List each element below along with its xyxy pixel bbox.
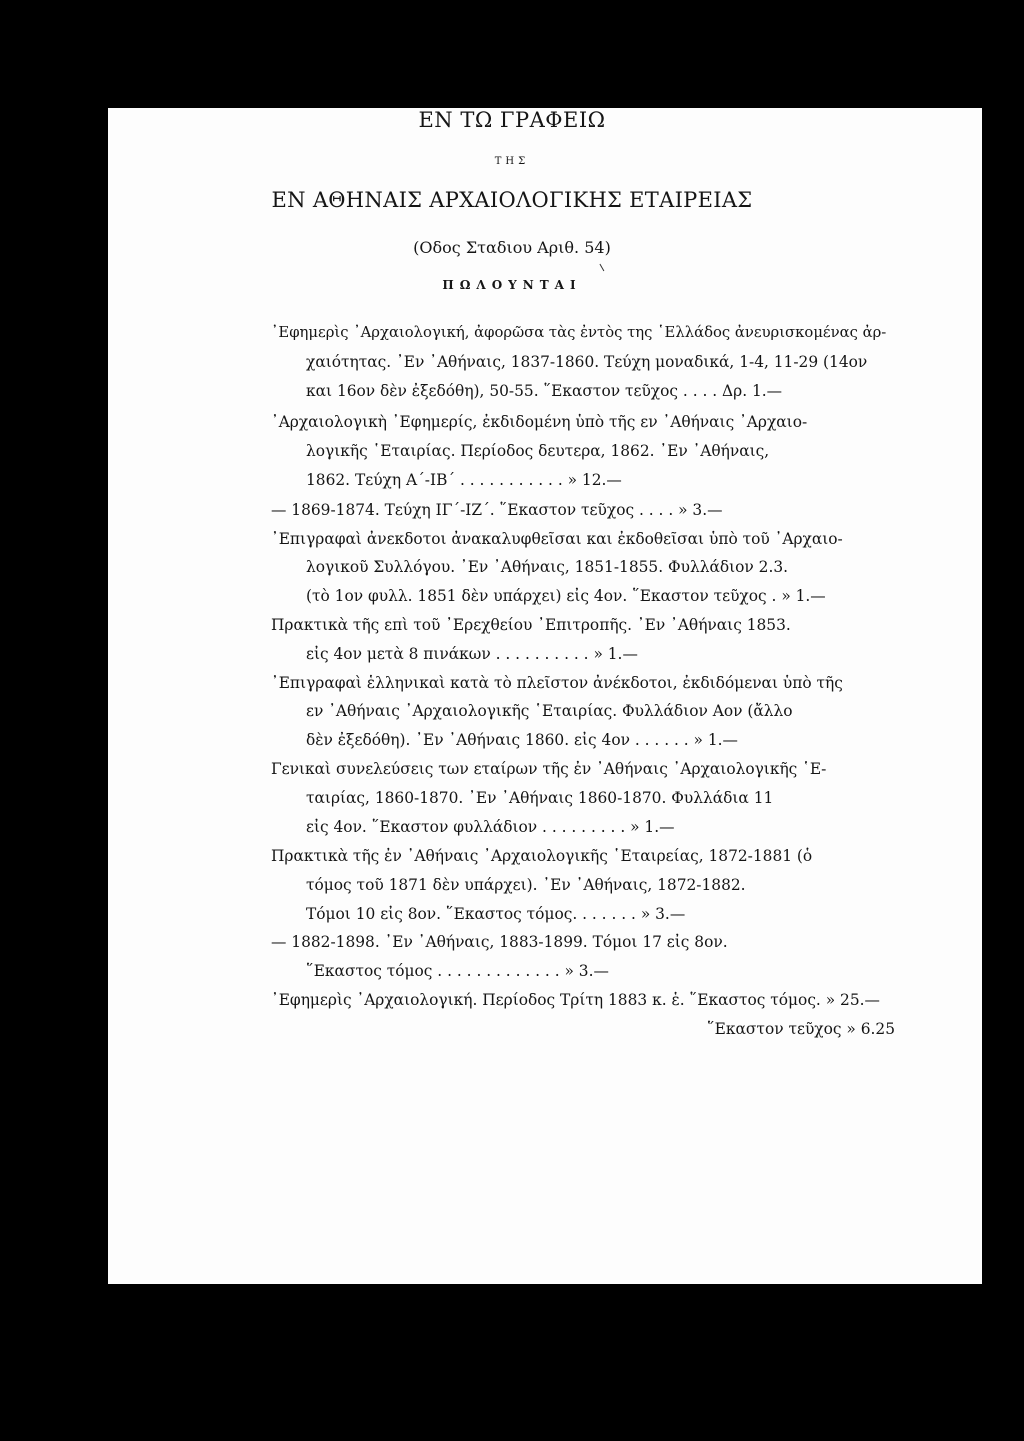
catalogue-line: λογικῆς ῾Εταιρίας. Περίοδος δευτερα, 1862. ᾿Εν ᾿Αθήναις, [306,442,770,460]
catalogue-line: ᾿Αρχαιολογικὴ ᾿Εφημερίς, ἐκδιδομένη ὑπὸ τῆς εν ᾿Αθήναις ᾿Αρχαιο- [271,413,808,431]
catalogue-line: τόμος τοῦ 1871 δὲν υπάρχει). ᾿Εν ᾿Αθήναις, 1872-1882. [306,876,746,894]
catalogue-line: Πρακτικὰ τῆς ἐν ᾿Αθήναις ᾿Αρχαιολογικῆς ῾Εταιρείας, 1872-1881 (ὁ [271,847,813,865]
catalogue-line: (τὸ 1ον φυλλ. 1851 δὲν υπάρχει) εἰς 4ον. ῞Εκαστον τεῦχος . » 1.— [306,587,826,605]
catalogue-line: λογικοῦ Συλλόγου. ᾿Εν ᾿Αθήναις, 1851-1855. Φυλλάδιον 2.3. [306,558,789,576]
catalogue-line: — 1869-1874. Τεύχη ΙΓ΄-ΙΖ΄. ῞Εκαστον τεῦχος . . . . » 3.— [271,501,723,519]
catalogue-line: εν ᾿Αθήναις ᾿Αρχαιολογικῆς ῾Εταιρίας. Φυλλάδιον Αον (ἄλλο [306,702,793,720]
header-title-line1: ΕΝ ΤΩ ΓΡΑΦΕΙΩ [418,108,606,132]
catalogue-line: εἰς 4ον. ῞Εκαστον φυλλάδιον . . . . . . . . . » 1.— [306,818,675,836]
catalogue-line: ᾿Επιγραφαὶ ἀνεκδοτοι ἀνακαλυφθεῖσαι και ἐκδοθεῖσαι ὑπὸ τοῦ ᾿Αρχαιο- [271,530,843,548]
catalogue-line: Πρακτικὰ τῆς επὶ τοῦ ᾿Ερεχθείου ᾿Επιτροπῆς. ᾿Εν ᾿Αθήναις 1853. [271,616,791,634]
catalogue-line: ᾿Εφημερὶς ᾿Αρχαιολογική, ἀφορῶσα τὰς ἐντὸς της ῾Ελλάδος ἀνευρισκομένας ἀρ- [271,324,887,341]
catalogue-line: 1862. Τεύχη Α΄-ΙΒ΄ . . . . . . . . . . . » 12.— [306,471,622,489]
catalogue-line: ᾿Εφημερὶς ᾿Αρχαιολογική. Περίοδος Τρίτη 1883 κ. ἑ. ῞Εκαστος τόμος. » 25.— [271,991,880,1009]
catalogue-line: ταιρίας, 1860-1870. ᾿Εν ᾿Αθήναις 1860-1870. Φυλλάδια 11 [306,789,774,807]
catalogue-line: Γενικαὶ συνελεύσεις των εταίρων τῆς ἐν ᾿Αθήναις ᾿Αρχαιολογικῆς ῾Ε- [271,760,827,778]
header-for-sale-label: ΠΩΛΟΥΝΤΑΙ [442,278,582,292]
catalogue-line: ῞Εκαστος τόμος . . . . . . . . . . . . . » 3.— [306,962,609,980]
header-title-line2: ΤΗΣ [494,156,530,167]
catalogue-line: δὲν ἐξεδόθη). ᾿Εν ᾿Αθήναις 1860. εἰς 4ον . . . . . . » 1.— [306,731,738,749]
catalogue-line: εἰς 4ον μετὰ 8 πινάκων . . . . . . . . . . » 1.— [306,645,638,663]
catalogue-line: και 16ον δὲν ἐξεδόθη), 50-55. ῞Εκαστον τεῦχος . . . . Δρ. 1.— [306,382,783,400]
catalogue-line: Τόμοι 10 εἰς 8ον. ῞Εκαστος τόμος. . . . . . . » 3.— [306,905,686,923]
catalogue-line: ᾿Επιγραφαὶ ἑλληνικαὶ κατὰ τὸ πλεῖστον ἀνέκδοτοι, ἐκδιδόμεναι ὑπὸ τῆς [271,674,843,692]
catalogue-line: — 1882-1898. ᾿Εν ᾿Αθήναις, 1883-1899. Τόμοι 17 εἰς 8ον. [271,933,728,951]
header-address: (Οδος Σταδιου Αριθ. 54) [413,238,611,257]
catalogue-line: ῞Εκαστον τεῦχος » 6.25 [706,1020,895,1038]
catalogue-line: χαιότητας. ᾿Εν ᾿Αθήναις, 1837-1860. Τεύχη μοναδικά, 1-4, 11-29 (14ον [306,353,868,371]
header-society-name: ΕΝ ΑΘΗΝΑΙΣ ΑΡΧΑΙΟΛΟΓΙΚΗΣ ΕΤΑΙΡΕΙΑΣ [271,188,753,212]
